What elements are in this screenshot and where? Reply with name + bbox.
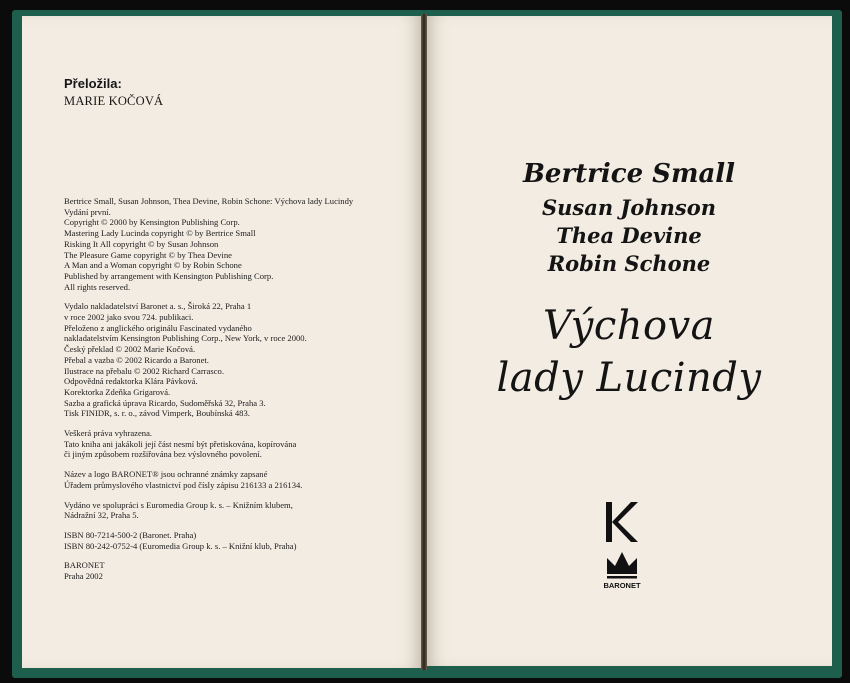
book-title-line: Výchova: [542, 303, 716, 349]
imprint-line: Veškerá práva vyhrazena.: [64, 428, 153, 439]
imprint-line: Nádražní 32, Praha 5.: [64, 510, 139, 521]
imprint-block: [64, 500, 404, 521]
imprint-line: nakladatelstvím Kensington Publishing Corp., New York, v roce 2000.: [64, 333, 307, 344]
imprint-block: [64, 196, 404, 292]
imprint-line: ISBN 80-242-0752-4 (Euromedia Group k. s. – Knižní klub, Praha): [64, 540, 297, 551]
imprint-line: Vydalo nakladatelství Baronet a. s., Široká 22, Praha 1: [64, 301, 252, 312]
imprint-line: Tato kniha ani jakákoli její část nesmí být přetiskována, kopírována: [64, 438, 297, 449]
author-name: Bertrice Small: [522, 159, 736, 189]
imprint-line: Český překlad © 2002 Marie Kočová.: [64, 344, 196, 355]
imprint-block: [64, 530, 404, 551]
imprint-line: Vydání první.: [64, 206, 111, 217]
imprint-line: Vydáno ve spolupráci s Euromedia Group k. s. – Knižním klubem,: [64, 499, 293, 510]
imprint-line: BARONET: [64, 560, 105, 571]
book-title: [426, 300, 832, 404]
imprint-block: [64, 469, 404, 490]
imprint-line: All rights reserved.: [64, 281, 131, 292]
translator-name: MARIE KOČOVÁ: [64, 94, 164, 108]
imprint-line: Přeloženo z anglického originálu Fascinated vydaného: [64, 322, 252, 333]
imprint-line: Přebal a vazba © 2002 Ricardo a Baronet.: [64, 354, 209, 365]
imprint-text: [64, 196, 404, 591]
translator-label: Přeložila:: [64, 76, 122, 91]
imprint-line: či jiným způsobem rozšiřována bez výslovného povolení.: [64, 449, 262, 460]
imprint-line: ISBN 80-7214-500-2 (Baronet. Praha): [64, 529, 197, 540]
imprint-line: Tisk FINIDR, s. r. o., závod Vimperk, Boubínská 483.: [64, 408, 250, 419]
author-name: Susan Johnson: [541, 195, 717, 220]
imprint-line: Mastering Lady Lucinda copyright © by Bertrice Small: [64, 228, 256, 239]
author-list: [426, 154, 832, 278]
imprint-line: A Man and a Woman copyright © by Robin Schone: [64, 260, 242, 271]
imprint-line: Risking It All copyright © by Susan Johnson: [64, 238, 219, 249]
imprint-line: Bertrice Small, Susan Johnson, Thea Devine, Robin Schone: Výchova lady Lucindy: [64, 196, 354, 206]
author-name: Robin Schone: [547, 251, 711, 276]
imprint-line: Published by arrangement with Kensington Publishing Corp.: [64, 270, 274, 281]
imprint-line: Praha 2002: [64, 571, 103, 582]
imprint-line: Copyright © 2000 by Kensington Publishing Corp.: [64, 217, 240, 228]
imprint-block: [64, 428, 404, 460]
imprint-line: Název a logo BARONET® jsou ochranné známky zapsané: [64, 469, 268, 480]
logo-label: BARONET: [603, 581, 641, 590]
imprint-block: [64, 560, 404, 581]
imprint-line: Úřadem průmyslového vlastnictví pod čísly zápisu 216133 a 216134.: [64, 479, 303, 490]
imprint-line: The Pleasure Game copyright © by Thea Devine: [64, 249, 232, 260]
book-title-line: lady Lucindy: [496, 355, 762, 401]
imprint-line: v roce 2002 jako svou 724. publikaci.: [64, 312, 194, 323]
author-name: Thea Devine: [556, 223, 702, 248]
imprint-line: Odpovědná redaktorka Klára Pávková.: [64, 376, 198, 387]
imprint-line: Ilustrace na přebalu © 2002 Richard Carrasco.: [64, 365, 224, 376]
imprint-line: Korektorka Zdeňka Grigarová.: [64, 386, 171, 397]
imprint-block: [64, 301, 404, 419]
imprint-line: Sazba a grafická úprava Ricardo, Sudoměřská 32, Praha 3.: [64, 397, 266, 408]
